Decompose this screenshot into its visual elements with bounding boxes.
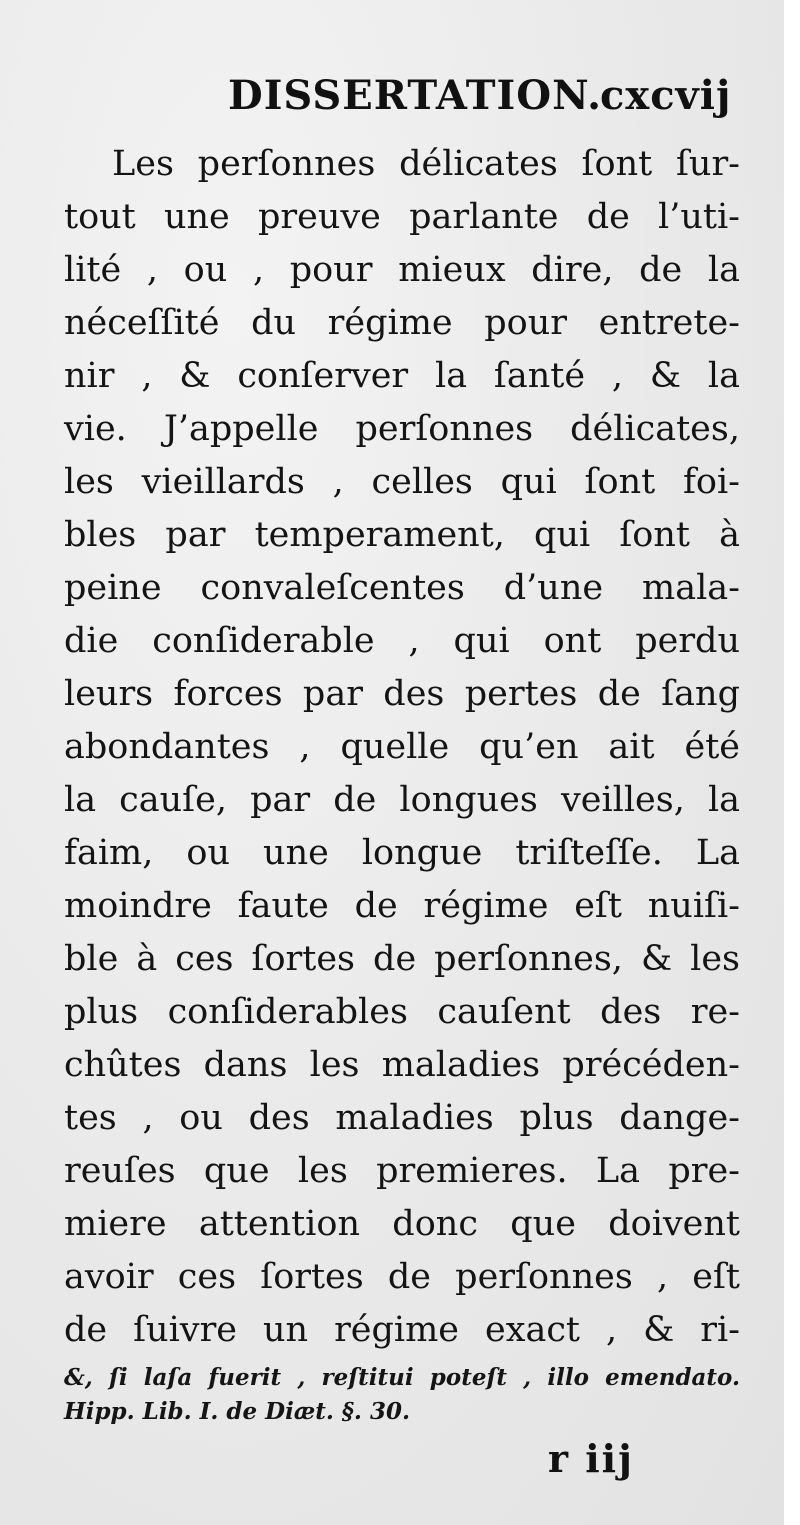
running-header [0, 68, 784, 128]
text-line: lité , ou , pour mieux dire, de la [64, 250, 740, 290]
page-number: cxcvij [600, 72, 732, 119]
running-title: DISSERTATION. [228, 72, 602, 119]
text-line: tes , ou des maladies plus dange- [64, 1098, 740, 1138]
text-line: plus conſiderables cauſent des re- [64, 992, 740, 1032]
text-line: miere attention donc que doivent [64, 1204, 740, 1244]
text-line: faim, ou une longue triſteſſe. La [64, 833, 740, 873]
text-line: die conſiderable , qui ont perdu [64, 621, 740, 661]
text-line: avoir ces ſortes de perſonnes , eſt [64, 1257, 740, 1297]
text-line: bles par temperament, qui ſont à [64, 515, 740, 555]
text-line: ble à ces ſortes de perſonnes, & les [64, 939, 740, 979]
text-line: moindre faute de régime eſt nuiſi- [64, 886, 740, 926]
text-line: nir , & conſerver la ſanté , & la [64, 356, 740, 396]
text-line: peine convaleſcentes d’une mala- [64, 568, 740, 608]
text-line: la cauſe, par de longues veilles, la [64, 780, 740, 820]
footnote-line: &, ſi laſa fuerit , reſtitui poteſt , illo emendato. [64, 1364, 740, 1391]
text-line: de ſuivre un régime exact , & ri- [64, 1310, 740, 1350]
text-line: les vieillards , celles qui ſont foi- [64, 462, 740, 502]
text-line: abondantes , quelle qu’en ait été [64, 727, 740, 767]
signature-mark: r iij [548, 1436, 634, 1481]
text-line: leurs forces par des pertes de ſang [64, 674, 740, 714]
scan-margin [784, 0, 800, 1525]
text-line: Les perſonnes délicates ſont ſur- [112, 144, 740, 184]
text-line: chûtes dans les maladies précéden- [64, 1045, 740, 1085]
text-line: néceſſité du régime pour entrete- [64, 303, 740, 343]
text-line: reuſes que les premieres. La pre- [64, 1151, 740, 1191]
footnote-citation: Hipp. Lib. I. de Diæt. §. 30. [64, 1398, 410, 1425]
text-line: vie. J’appelle perſonnes délicates, [64, 409, 740, 449]
text-line: tout une preuve parlante de l’uti- [64, 197, 740, 237]
